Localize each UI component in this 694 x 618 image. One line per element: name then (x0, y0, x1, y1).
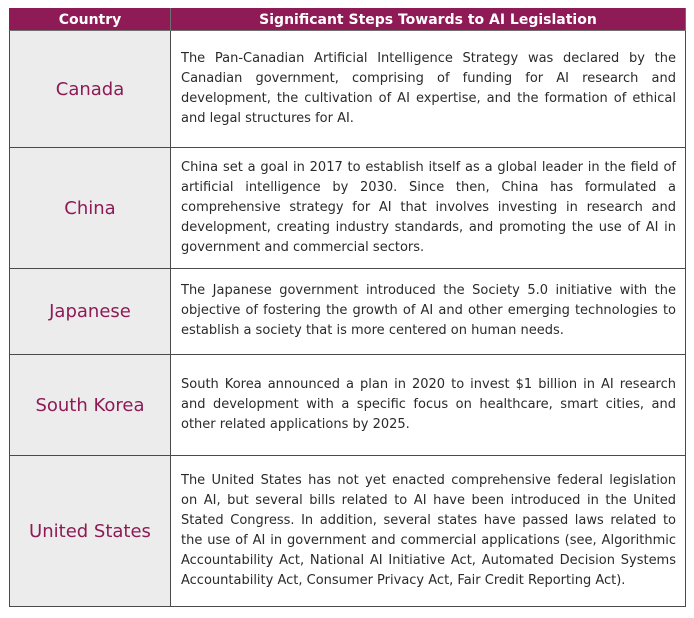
country-cell: South Korea (10, 355, 171, 456)
table-row (10, 31, 686, 148)
steps-cell: The Pan-Canadian Artificial Intelligence Strategy was declared by the Canadian government, comprising of funding for AI research and development, the cultivation of AI expertise, and the formation of ethical and legal structures for AI. (171, 31, 686, 148)
table-row (10, 148, 686, 269)
country-cell: Canada (10, 31, 171, 148)
table-row (10, 456, 686, 607)
country-cell: Japanese (10, 269, 171, 355)
steps-cell: China set a goal in 2017 to establish itself as a global leader in the field of artificial intelligence by 2030. Since then, China has formulated a comprehensive strategy for AI that involves investing in research and development, creating industry standards, and promoting the use of AI in government and commercial sectors. (171, 148, 686, 269)
column-header-country: Country (10, 9, 171, 31)
ai-legislation-table (9, 8, 686, 607)
table-row (10, 269, 686, 355)
legislation-table-container (9, 8, 685, 606)
steps-cell: South Korea announced a plan in 2020 to invest $1 billion in AI research and development with a specific focus on healthcare, smart cities, and other related applications by 2025. (171, 355, 686, 456)
country-cell: United States (10, 456, 171, 607)
table-header-row (10, 9, 686, 31)
steps-cell: The United States has not yet enacted comprehensive federal legislation on AI, but several bills related to AI have been introduced in the United Stated Congress. In addition, several states have passed laws related to the use of AI in government and commercial applications (see, Algorithmic Accountability Act, National AI Initiative Act, Automated Decision Systems Accountability Act, Consumer Privacy Act, Fair Credit Reporting Act). (171, 456, 686, 607)
country-cell: China (10, 148, 171, 269)
table-row (10, 355, 686, 456)
column-header-steps: Significant Steps Towards to AI Legislation (171, 9, 686, 31)
steps-cell: The Japanese government introduced the Society 5.0 initiative with the objective of fostering the growth of AI and other emerging technologies to establish a society that is more centered on human needs. (171, 269, 686, 355)
